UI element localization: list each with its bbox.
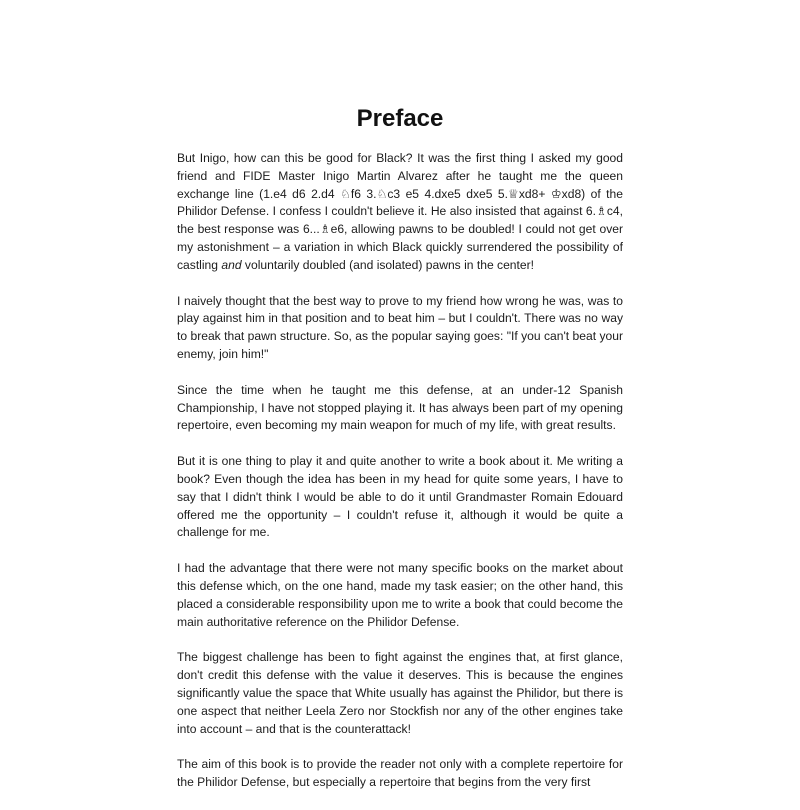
- paragraph: [177, 382, 623, 435]
- text-segment: But Inigo, how can this be good for Black? It was the first thing I asked my good friend and FIDE Master Inigo Martin Alvarez after he taught me the queen exchange line (1.e4 d6 2.d4 ♘f6 3.♘c3 e5 4.dxe5 dxe5 5.♕xd8+ ♔xd8) of the Philidor Defense. I confess I couldn't believe it. He also insisted that against 6.♗c4, the best response was 6...♗e6, allowing pawns to be doubled! I could not get over my astonishment – a variation in which Black quickly surrendered the possibility of castling: [177, 151, 623, 272]
- page-title: Preface: [356, 105, 444, 132]
- text-segment: Since the time when he taught me this defense, at an under-12 Spanish Championship, I have not stopped playing it. It has always been part of my opening repertoire, even becoming my main weapon for much of my life, with great results.: [177, 382, 623, 433]
- text-segment: The biggest challenge has been to fight against the engines that, at first glance, don't credit this defense with the value it deserves. This is because the engines significantly value the space that White usually has against the Philidor, but there is one aspect that neither Leela Zero nor Stockfish nor any of the other engines take into account – and that is the counterattack!: [177, 650, 623, 736]
- text-segment: I naively thought that the best way to prove to my friend how wrong he was, was to play against him in that position and to beat him – but I couldn't. There was no way to break that pawn structure. So, as the popular saying goes: "If you can't beat your enemy, join him!": [177, 293, 623, 361]
- emphasis-text: and: [221, 257, 242, 272]
- paragraph: [177, 560, 623, 631]
- text-segment: But it is one thing to play it and quite another to write a book about it. Me writing a book? Even though the idea has been in my head for quite some years, I have to say that I didn't think I would be able to do it until Grandmaster Romain Edouard offered me the opportunity – I couldn't refuse it, although it would be quite a challenge for me.: [177, 454, 623, 540]
- paragraph: [177, 293, 623, 364]
- text-segment: voluntarily doubled (and isolated) pawns in the center!: [241, 257, 535, 272]
- paragraph: [177, 453, 623, 542]
- paragraph: [177, 649, 623, 738]
- paragraph: [177, 150, 623, 275]
- text-segment: The aim of this book is to provide the reader not only with a complete repertoire for the Philidor Defense, but especially a repertoire that begins from the very first: [177, 757, 623, 790]
- preface-body: [177, 150, 623, 810]
- paragraph: [177, 756, 623, 792]
- text-segment: I had the advantage that there were not many specific books on the market about this defense which, on the one hand, made my task easier; on the other hand, this placed a considerable responsibility upon me to write a book that could become the main authoritative reference on the Philidor Defense.: [177, 561, 623, 629]
